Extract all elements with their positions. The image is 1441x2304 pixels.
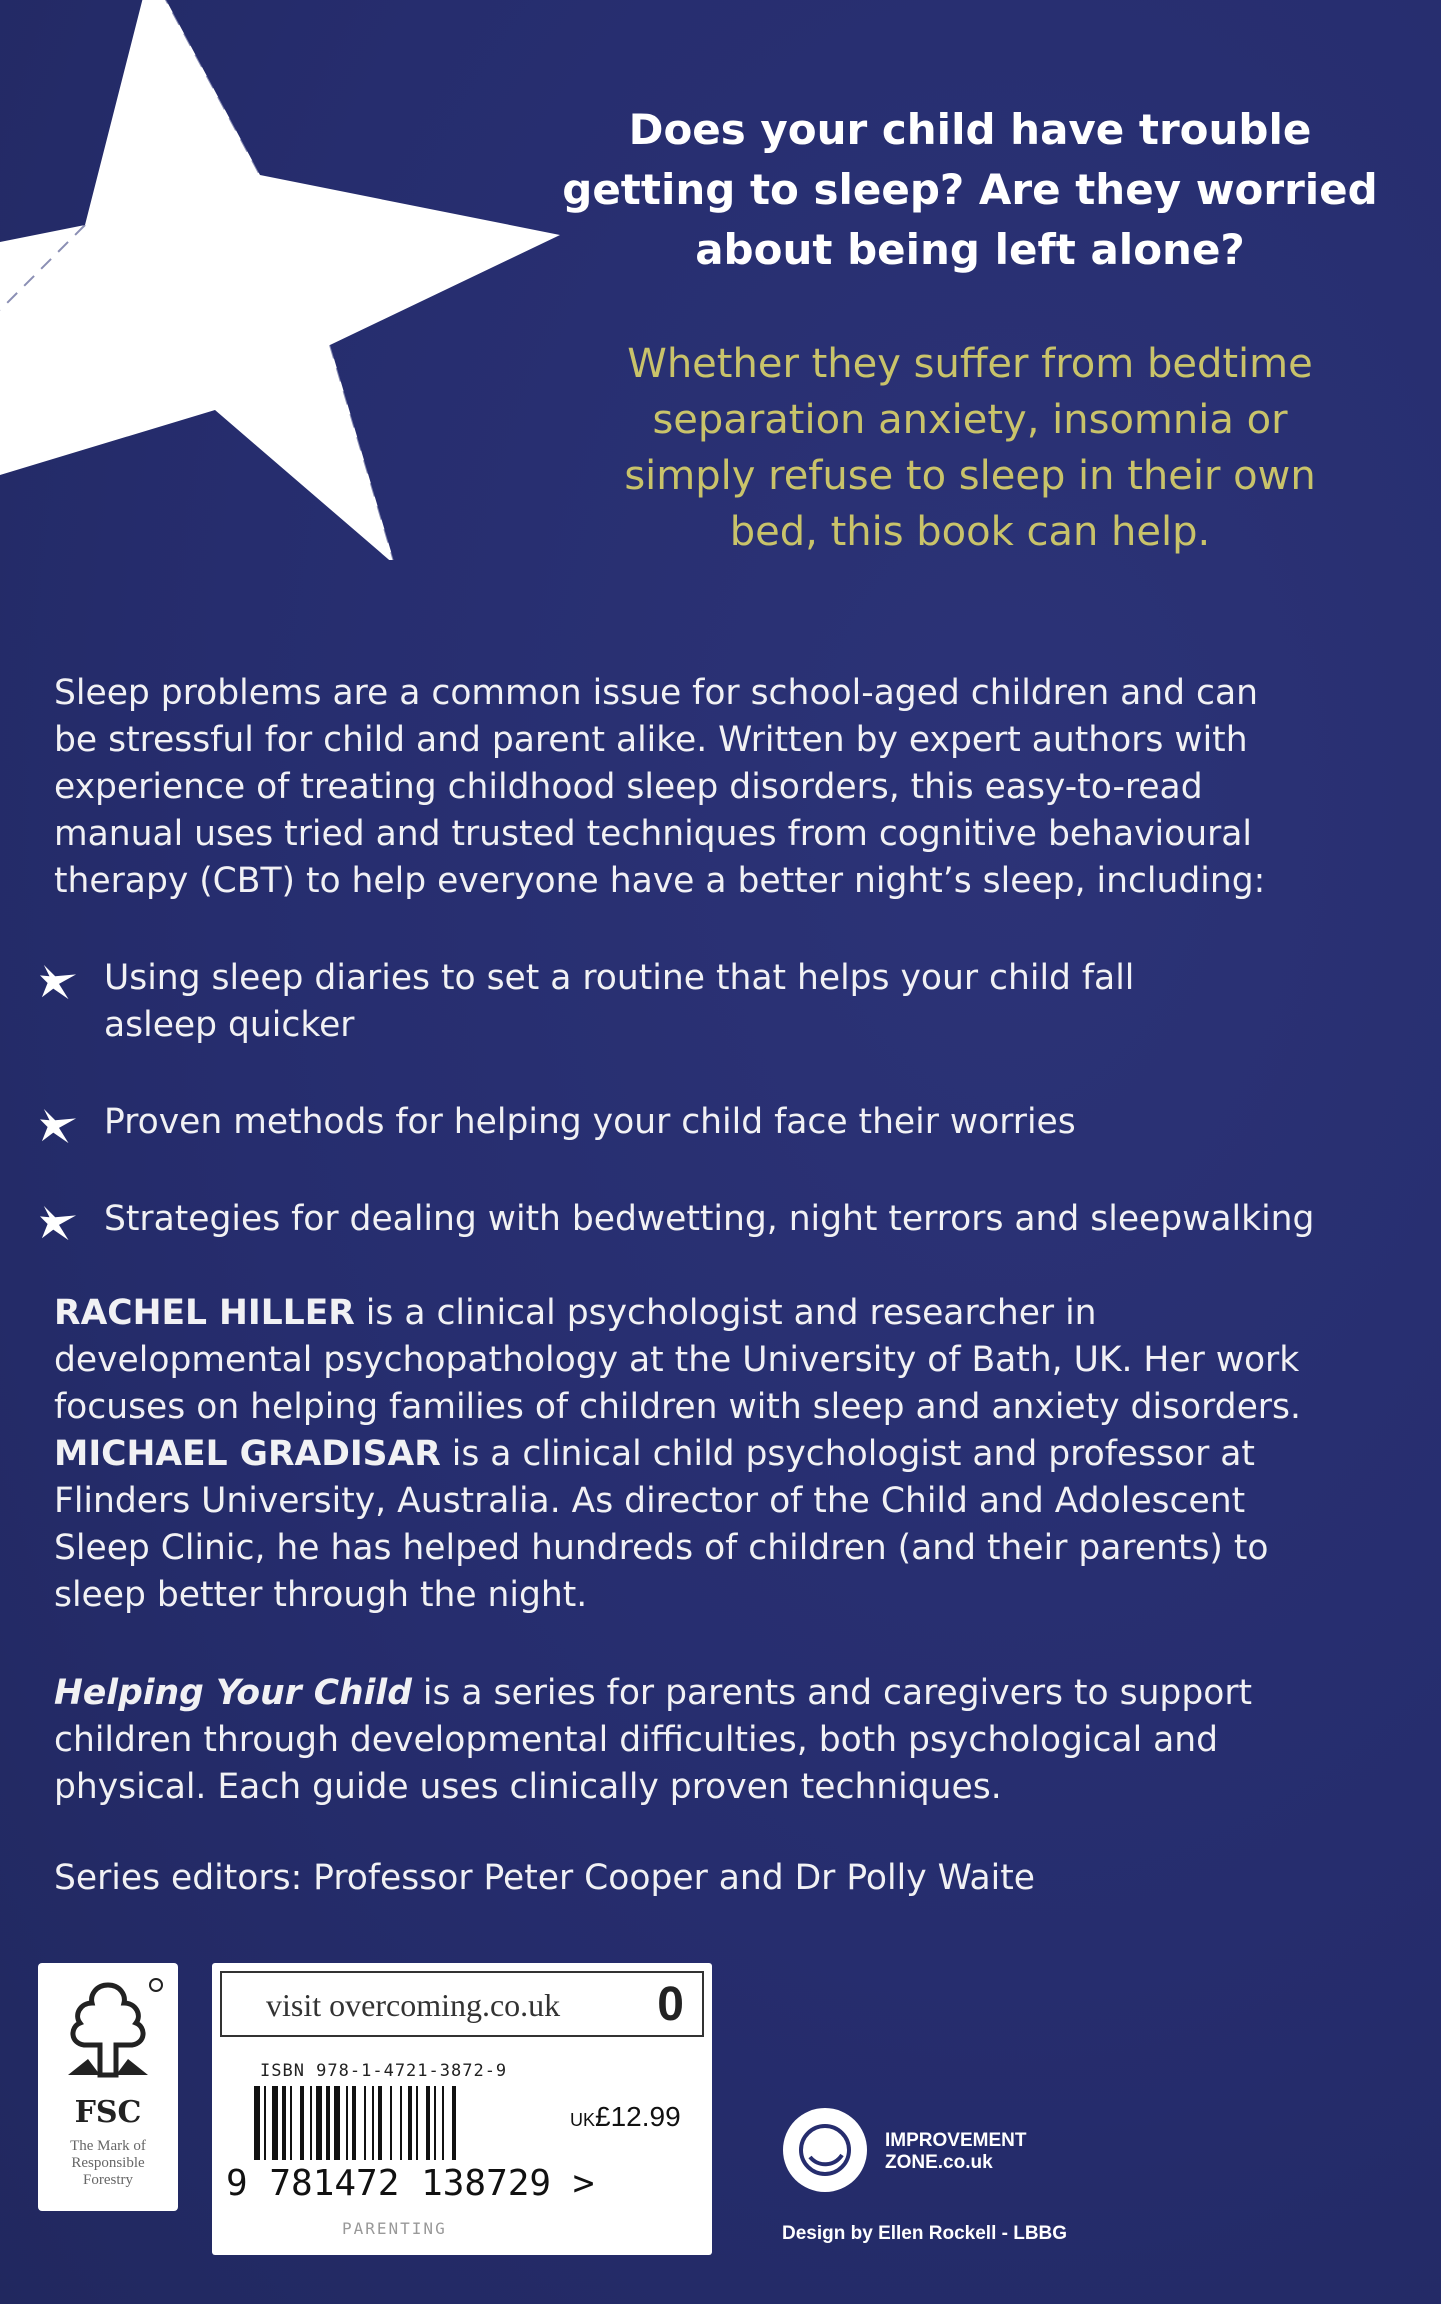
barcode-bar bbox=[372, 2086, 374, 2160]
subheadline-line: bed, this book can help. bbox=[729, 509, 1211, 555]
bio-line: Flinders University, Australia. As director of the Child and Adolescent bbox=[54, 1481, 1246, 1521]
price-value: £12.99 bbox=[595, 2101, 681, 2132]
headline-line: about being left alone? bbox=[695, 225, 1245, 274]
design-credit: Design by Ellen Rockell - LBBG bbox=[782, 2223, 1068, 2244]
isbn-number: ISBN 978-1-4721-3872-9 bbox=[260, 2061, 508, 2081]
barcode-bar bbox=[452, 2086, 456, 2160]
author-name: RACHEL HILLER bbox=[54, 1293, 355, 1333]
bio-line bbox=[54, 1290, 1394, 1337]
fsc-logo bbox=[38, 1963, 178, 2211]
fsc-label: FSC bbox=[74, 2095, 142, 2130]
barcode-bar bbox=[272, 2086, 278, 2160]
bio-line bbox=[54, 1431, 1394, 1478]
star-bullet-icon bbox=[40, 1107, 78, 1145]
fsc-tagline-line: Forestry bbox=[83, 2172, 133, 2188]
barcode-bar bbox=[300, 2086, 304, 2160]
fsc-tagline-line: The Mark of bbox=[70, 2138, 146, 2154]
bio-text: is a clinical child psychologist and professor at bbox=[440, 1434, 1255, 1474]
barcode-bar bbox=[426, 2086, 430, 2160]
publisher-line: ZONE.co.uk bbox=[885, 2152, 993, 2173]
fsc-tagline-line: Responsible bbox=[71, 2155, 145, 2171]
bio-line: focuses on helping families of children with sleep and anxiety disorders. bbox=[54, 1387, 1301, 1427]
barcode-bar bbox=[310, 2086, 312, 2160]
barcode-bar bbox=[434, 2086, 436, 2160]
subheadline-line: Whether they suffer from bedtime bbox=[627, 341, 1313, 387]
barcode-bar bbox=[290, 2086, 292, 2160]
star-bullet-icon bbox=[40, 963, 78, 1001]
star-illustration-icon bbox=[0, 0, 560, 560]
bio-line: developmental psychopathology at the University of Bath, UK. Her work bbox=[54, 1340, 1300, 1380]
barcode-bar bbox=[442, 2086, 444, 2160]
intro-line: experience of treating childhood sleep disorders, this easy-to-read bbox=[54, 767, 1203, 807]
publisher-line: IMPROVEMENT bbox=[885, 2130, 1027, 2151]
author-name: MICHAEL GRADISAR bbox=[54, 1434, 441, 1474]
list-item bbox=[40, 1196, 1400, 1243]
barcode-bar bbox=[378, 2086, 382, 2160]
intro-line: manual uses tried and trusted techniques from cognitive behavioural bbox=[54, 814, 1252, 854]
subheadline bbox=[580, 336, 1360, 560]
series-line: children through developmental difficulties, both psychological and bbox=[54, 1720, 1219, 1760]
series-title: Helping Your Child bbox=[54, 1673, 412, 1713]
bullet-list bbox=[40, 955, 1400, 1243]
bio-text: is a clinical psychologist and researcher in bbox=[354, 1293, 1097, 1333]
bullet-line: Proven methods for helping your child face their worries bbox=[104, 1102, 1076, 1142]
bullet-line: Strategies for dealing with bedwetting, night terrors and sleepwalking bbox=[104, 1199, 1315, 1239]
series-text: is a series for parents and caregivers to support bbox=[411, 1673, 1253, 1713]
bullet-line: asleep quicker bbox=[104, 1005, 355, 1045]
barcode-bar bbox=[408, 2086, 412, 2160]
barcode-bar bbox=[282, 2086, 286, 2160]
barcode-bar bbox=[334, 2086, 340, 2160]
price-prefix: UK bbox=[570, 2110, 596, 2130]
bullet-line: Using sleep diaries to set a routine that helps your child fall bbox=[104, 958, 1135, 998]
series-line bbox=[54, 1670, 1394, 1717]
category-label: PARENTING bbox=[342, 2219, 447, 2238]
intro-paragraph bbox=[54, 670, 1394, 905]
barcode-bar bbox=[326, 2086, 330, 2160]
barcode-number: 9 781472 138729 > bbox=[226, 2163, 595, 2204]
intro-line: Sleep problems are a common issue for school-aged children and can bbox=[54, 673, 1259, 713]
tree-icon bbox=[38, 1963, 178, 2093]
barcode-bar bbox=[254, 2086, 260, 2160]
bio-line: Sleep Clinic, he has helped hundreds of children (and their parents) to bbox=[54, 1528, 1269, 1568]
barcode-bar bbox=[400, 2086, 402, 2160]
series-line: physical. Each guide uses clinically proven techniques. bbox=[54, 1767, 1002, 1807]
barcode-panel bbox=[212, 1963, 712, 2255]
barcode-bar bbox=[316, 2086, 322, 2160]
barcode-bar bbox=[264, 2086, 266, 2160]
list-item bbox=[40, 955, 1400, 1049]
series-description bbox=[54, 1670, 1394, 1811]
price bbox=[570, 2101, 681, 2133]
barcode-bar bbox=[390, 2086, 392, 2160]
website-link[interactable]: visit overcoming.co.uk bbox=[266, 1987, 561, 2023]
improvement-zone-logo-icon bbox=[780, 2105, 870, 2195]
list-item bbox=[40, 1099, 1400, 1146]
publisher-name bbox=[885, 2130, 1026, 2174]
series-digit: 0 bbox=[657, 1978, 684, 2031]
headline-line: Does your child have trouble bbox=[628, 105, 1312, 154]
intro-line: therapy (CBT) to help everyone have a better night’s sleep, including: bbox=[54, 861, 1266, 901]
headline-line: getting to sleep? Are they worried bbox=[562, 165, 1378, 214]
author-bio bbox=[54, 1290, 1394, 1619]
fsc-tagline bbox=[44, 2138, 172, 2189]
barcode-bar bbox=[352, 2086, 356, 2160]
series-editors: Series editors: Professor Peter Cooper and Dr Polly Waite bbox=[54, 1858, 1035, 1898]
star-bullet-icon bbox=[40, 1204, 78, 1242]
url-box bbox=[220, 1971, 704, 2037]
subheadline-line: separation anxiety, insomnia or bbox=[652, 397, 1288, 443]
intro-line: be stressful for child and parent alike. Written by expert authors with bbox=[54, 720, 1248, 760]
barcode-bar bbox=[416, 2086, 418, 2160]
bio-line: sleep better through the night. bbox=[54, 1575, 588, 1615]
barcode-bar bbox=[346, 2086, 348, 2160]
subheadline-line: simply refuse to sleep in their own bbox=[624, 453, 1316, 499]
headline bbox=[545, 100, 1395, 280]
barcode-bar bbox=[364, 2086, 366, 2160]
